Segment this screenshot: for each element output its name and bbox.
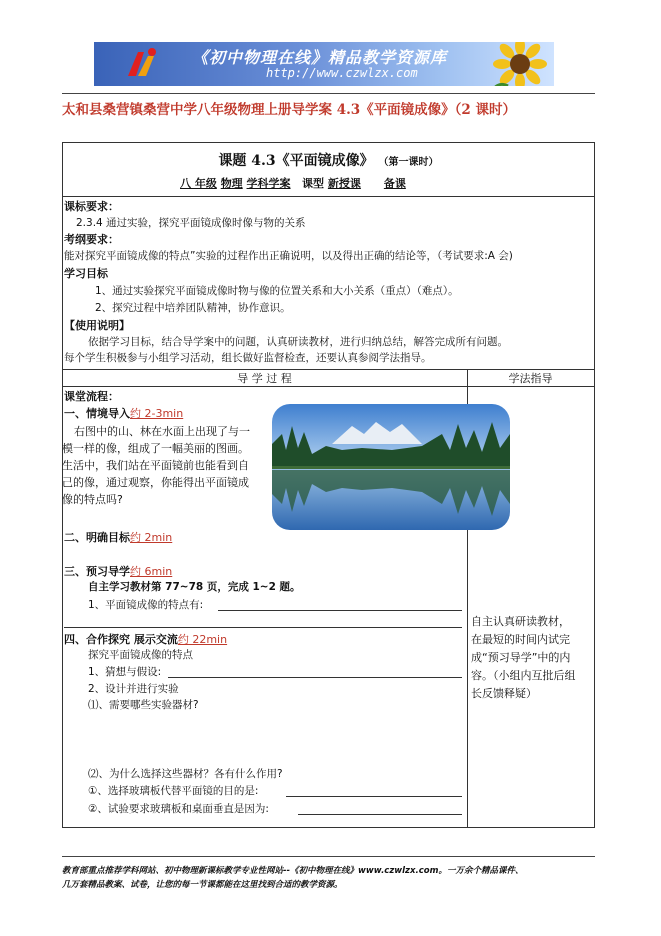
section-3-task: 自主学习教材第 77~78 页，完成 1~2 题。 <box>88 581 301 593</box>
section-3-title: 三、预习导学 <box>64 565 130 578</box>
section-1-time: 约 2-3min <box>130 407 184 420</box>
row-divider-3 <box>62 386 595 387</box>
footer-rule <box>62 856 595 857</box>
table-border-top <box>62 142 595 143</box>
row-divider-2 <box>62 369 595 370</box>
section-4-q2-1: ⑴、需要哪些实验器材? <box>88 699 199 711</box>
flow-label: 课堂流程： <box>64 390 119 403</box>
header-banner <box>94 42 554 86</box>
section-4-title: 四、合作探究 展示交流 <box>64 633 178 646</box>
section-1-line-1: 右图中的山、林在水面上出现了与一 <box>74 425 250 438</box>
usage-2: 每个学生积极参与小组学习活动，组长做好监督检查，还要认真参阅学法指导。 <box>64 352 432 364</box>
answer-blank-s4-q1[interactable] <box>168 677 462 678</box>
footer-line-1: 教育部重点推荐学科网站、初中物理新课标教学专业性网站--《初中物理在线》www.czwlzx.com。一万余个精品课件、 <box>62 866 524 876</box>
section-2-heading <box>64 530 172 545</box>
header-rule <box>62 93 595 94</box>
section-4-q2-2b: ②、试验要求玻璃板和桌面垂直是因为: <box>88 803 269 815</box>
section-4-heading <box>64 632 227 647</box>
study-guide-note: 自主认真研读教材，在最短的时间内试完成“预习导学”中的内容。（小组内互批后组长反馈释疑） <box>471 615 576 700</box>
answer-blank-s3-q1-line2[interactable] <box>64 627 462 628</box>
meta-subject: 物理 <box>220 177 243 190</box>
goal-1: 1、通过实验探究平面镜成像时物与像的位置关系和大小关系（重点）（难点）。 <box>95 285 459 297</box>
section-4-q1: 1、猜想与假设: <box>88 666 162 678</box>
lesson-meta <box>180 176 406 191</box>
meta-grade: 八 年级 <box>180 177 217 190</box>
table-border-bottom <box>62 827 595 828</box>
banner-title: 《初中物理在线》精品教学资源库 <box>192 48 448 67</box>
section-1-heading <box>64 406 183 421</box>
lesson-period: （第一课时） <box>378 157 439 168</box>
footer-line-2: 几万套精品教案、试卷，让您的每一节课都能在这里找到合适的教学资源。 <box>62 880 343 890</box>
header-guide: 学法指导 <box>508 372 553 385</box>
table-border-right <box>594 142 595 828</box>
section-1-line-5: 像的特点吗? <box>62 493 123 506</box>
section-4-q2: 2、设计并进行实验 <box>88 683 179 695</box>
curriculum-text: 2.3.4 通过实验，探究平面镜成像时像与物的关系 <box>76 217 306 229</box>
document-title: 太和县桑营镇桑营中学八年级物理上册导学案 4.3《平面镜成像》（2 课时） <box>62 102 517 118</box>
answer-blank-s4-q2-2a[interactable] <box>286 796 462 797</box>
answer-blank-s4-q2-2b[interactable] <box>298 814 462 815</box>
goal-2: 2、探究过程中培养团队精神，协作意识。 <box>95 302 291 314</box>
section-1-title: 一、情境导入 <box>64 407 130 420</box>
section-4-sub: 探究平面镜成像的特点 <box>88 649 193 661</box>
section-3-heading <box>64 564 172 579</box>
exam-text: 能对探究平面镜成像的特点”实验的过程作出正确说明，以及得出正确的结论等，（考试要求:A 会) <box>64 250 513 262</box>
section-2-title: 二、明确目标 <box>64 531 130 544</box>
usage-1: 依据学习目标，结合导学案中的问题，认真研读教材，进行归纳总结，解答完成所有问题。 <box>88 336 508 348</box>
answer-blank-s3-q1[interactable] <box>218 610 462 611</box>
section-1-line-4: 己的像，通过观察，你能得出平面镜成 <box>62 476 249 489</box>
section-1-line-2: 模一样的像，组成了一幅美丽的图画。 <box>62 442 249 455</box>
czwlzx-logo-icon <box>124 46 160 82</box>
section-3-time: 约 6min <box>130 565 173 578</box>
header-process: 导 学 过 程 <box>237 372 292 385</box>
usage-label: 【使用说明】 <box>64 319 130 332</box>
exam-label: 考纲要求： <box>64 233 119 246</box>
meta-course-value: 新授课 <box>327 177 361 190</box>
row-divider-1 <box>62 196 595 197</box>
section-3-q1: 1、平面镜成像的特点有: <box>88 599 204 611</box>
banner-url[interactable]: http://www.czwlzx.com <box>266 66 418 80</box>
meta-prep: 备课 <box>383 177 406 190</box>
section-4-q2-2: ⑵、为什么选择这些器材？各有什么作用? <box>88 768 283 780</box>
section-1-line-3: 生活中，我们站在平面镜前也能看到自 <box>62 459 249 472</box>
meta-type: 学科学案 <box>246 177 291 190</box>
section-2-time: 约 2min <box>130 531 173 544</box>
goal-label: 学习目标 <box>64 267 108 280</box>
lesson-title <box>62 150 595 170</box>
section-4-time: 约 22min <box>177 633 228 646</box>
lesson-title-text: 课题 4.3《平面镜成像》 <box>218 153 374 169</box>
lake-mountain-image <box>272 404 510 530</box>
section-4-q2-2a: ①、选择玻璃板代替平面镜的目的是: <box>88 785 259 797</box>
curriculum-label: 课标要求： <box>64 200 119 213</box>
meta-course-label: 课型 <box>302 177 325 190</box>
sunflower-icon <box>486 42 550 86</box>
